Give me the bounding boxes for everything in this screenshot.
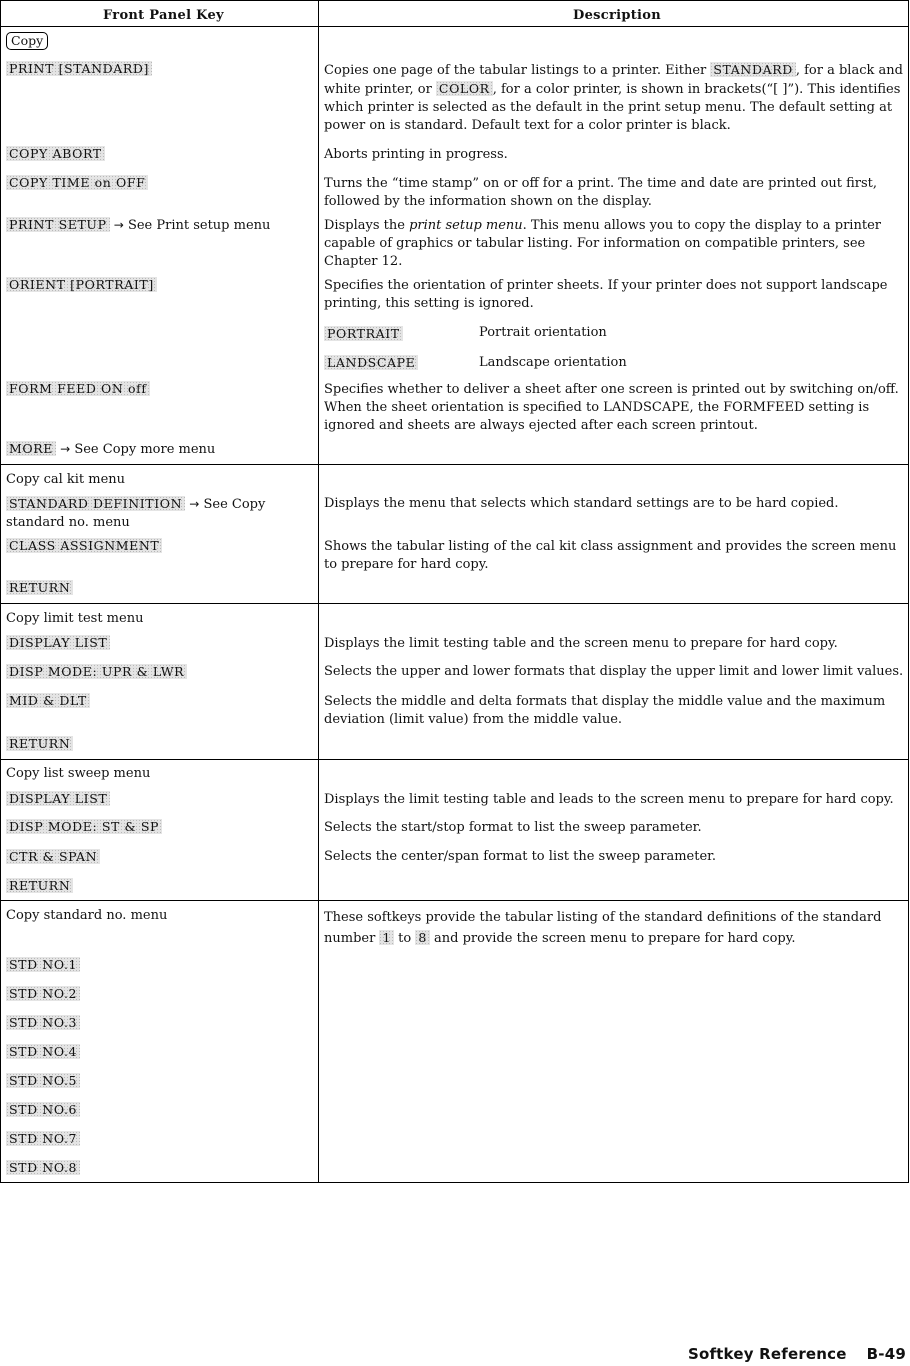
copy-time-softkey[interactable]: COPY TIME on OFF bbox=[6, 175, 148, 190]
formfeed-description: Specifies whether to deliver a sheet after one screen is printed out by switching on/off. When the sheet orientation is specified to LANDSCAPE, the FORMFEED setting is ignored and sheets are always ejected after each screen printout. bbox=[324, 382, 899, 433]
color-softkey-ref: COLOR bbox=[436, 81, 493, 96]
copy-abort-description: Aborts printing in progress. bbox=[324, 147, 508, 162]
row-divider bbox=[0, 1182, 909, 1183]
table-border-right bbox=[908, 0, 909, 1183]
arrow-icon: → bbox=[113, 218, 124, 232]
standard-definition-description: Displays the menu that selects which standard settings are to be hard copied. bbox=[324, 496, 839, 511]
std-no-6-softkey[interactable]: STD NO.6 bbox=[6, 1102, 80, 1117]
std-8-softkey-ref: 8 bbox=[415, 930, 430, 945]
page-footer bbox=[668, 1345, 906, 1363]
landscape-softkey[interactable]: LANDSCAPE bbox=[324, 355, 418, 370]
limit-display-list-description: Displays the limit testing table and the screen menu to prepare for hard copy. bbox=[324, 636, 838, 651]
print-standard-softkey[interactable]: PRINT [STANDARD] bbox=[6, 61, 152, 76]
calkit-menu-title: Copy cal kit menu bbox=[6, 472, 126, 487]
copy-time-description: Turns the “time stamp” on or off for a print. The time and date are printed out first, followed by the information shown on the display. bbox=[324, 176, 878, 209]
ctr-span-description: Selects the center/span format to list the sweep parameter. bbox=[324, 849, 717, 864]
std-no-3-softkey[interactable]: STD NO.3 bbox=[6, 1015, 80, 1030]
table-border-left bbox=[0, 0, 1, 1183]
row-divider bbox=[0, 603, 909, 604]
standard-definition-ref-cont: standard no. menu bbox=[6, 515, 130, 530]
copy-abort-softkey[interactable]: COPY ABORT bbox=[6, 146, 105, 161]
sweep-display-list-softkey[interactable]: DISPLAY LIST bbox=[6, 791, 110, 806]
print-setup-ref: See Print setup menu bbox=[127, 218, 271, 233]
row-divider bbox=[0, 464, 909, 465]
arrow-icon: → bbox=[60, 442, 71, 456]
portrait-description: Portrait orientation bbox=[479, 325, 607, 340]
stdno-description: These softkeys provide the tabular listing of the standard definitions of the standard number 1 to 8 and provide the screen menu to prepare for hard copy. bbox=[324, 910, 882, 946]
limit-return-softkey[interactable]: RETURN bbox=[6, 736, 73, 751]
column-divider bbox=[318, 0, 319, 1183]
landscape-description: Landscape orientation bbox=[479, 355, 627, 370]
formfeed-softkey[interactable]: FORM FEED ON off bbox=[6, 381, 150, 396]
limit-display-list-softkey[interactable]: DISPLAY LIST bbox=[6, 635, 110, 650]
print-setup-description: Displays the print setup menu. This menu allows you to copy the display to a printer capable of graphics or tabular listing. For information on compatible printers, see Chapter 12. bbox=[324, 218, 881, 269]
class-assignment-description: Shows the tabular listing of the cal kit class assignment and provides the screen menu to prepare for hard copy. bbox=[324, 539, 897, 572]
standard-definition-ref: See Copy bbox=[203, 497, 266, 512]
arrow-icon: → bbox=[189, 497, 200, 511]
portrait-softkey[interactable]: PORTRAIT bbox=[324, 326, 403, 341]
mid-dlt-softkey[interactable]: MID & DLT bbox=[6, 693, 90, 708]
standard-softkey-ref: STANDARD bbox=[710, 62, 795, 77]
std-no-5-softkey[interactable]: STD NO.5 bbox=[6, 1073, 80, 1088]
footer-page-number: B-49 bbox=[866, 1345, 906, 1363]
orient-description: Specifies the orientation of printer sheets. If your printer does not support landscape printing, this setting is ignored. bbox=[324, 278, 888, 311]
copy-hardkey[interactable]: Copy bbox=[6, 32, 48, 50]
stdno-menu-title: Copy standard no. menu bbox=[6, 908, 168, 923]
print-setup-softkey[interactable]: PRINT SETUP bbox=[6, 217, 110, 232]
limit-menu-title: Copy limit test menu bbox=[6, 611, 144, 626]
class-assignment-softkey[interactable]: CLASS ASSIGNMENT bbox=[6, 538, 162, 553]
sweep-disp-mode-softkey[interactable]: DISP MODE: ST & SP bbox=[6, 819, 162, 834]
header-key-column: Front Panel Key bbox=[103, 8, 224, 23]
ctr-span-softkey[interactable]: CTR & SPAN bbox=[6, 849, 100, 864]
sweep-display-list-description: Displays the limit testing table and leads to the screen menu to prepare for hard copy. bbox=[324, 792, 894, 807]
std-no-7-softkey[interactable]: STD NO.7 bbox=[6, 1131, 80, 1146]
std-no-2-softkey[interactable]: STD NO.2 bbox=[6, 986, 80, 1001]
sweep-disp-mode-description: Selects the start/stop format to list the sweep parameter. bbox=[324, 820, 702, 835]
standard-definition-softkey[interactable]: STANDARD DEFINITION bbox=[6, 496, 185, 511]
sweep-menu-title: Copy list sweep menu bbox=[6, 766, 151, 781]
row-divider bbox=[0, 900, 909, 901]
row-divider bbox=[0, 759, 909, 760]
header-description-column: Description bbox=[573, 8, 662, 23]
mid-dlt-description: Selects the middle and delta formats that display the middle value and the maximum deviation (limit value) from the middle value. bbox=[324, 694, 886, 727]
orient-softkey[interactable]: ORIENT [PORTRAIT] bbox=[6, 277, 157, 292]
std-no-8-softkey[interactable]: STD NO.8 bbox=[6, 1160, 80, 1175]
std-no-1-softkey[interactable]: STD NO.1 bbox=[6, 957, 80, 972]
std-no-4-softkey[interactable]: STD NO.4 bbox=[6, 1044, 80, 1059]
print-standard-description: Copies one page of the tabular listings to a printer. Either STANDARD , for a black and white printer, or COLOR , for a color printer, is shown in brackets(“[ ]”). This identifies which printer is selected as the default in the print setup menu. The default setting at power on is standard. Default text for a color printer is black. bbox=[324, 62, 903, 133]
std-1-softkey-ref: 1 bbox=[379, 930, 394, 945]
more-ref: See Copy more menu bbox=[74, 442, 216, 457]
calkit-return-softkey[interactable]: RETURN bbox=[6, 580, 73, 595]
more-softkey[interactable]: MORE bbox=[6, 441, 56, 456]
footer-section: Softkey Reference bbox=[687, 1345, 847, 1363]
limit-disp-mode-softkey[interactable]: DISP MODE: UPR & LWR bbox=[6, 664, 187, 679]
row-divider bbox=[0, 26, 909, 27]
row-divider bbox=[0, 0, 909, 1]
limit-disp-mode-description: Selects the upper and lower formats that display the upper limit and lower limit values. bbox=[324, 664, 904, 679]
sweep-return-softkey[interactable]: RETURN bbox=[6, 878, 73, 893]
